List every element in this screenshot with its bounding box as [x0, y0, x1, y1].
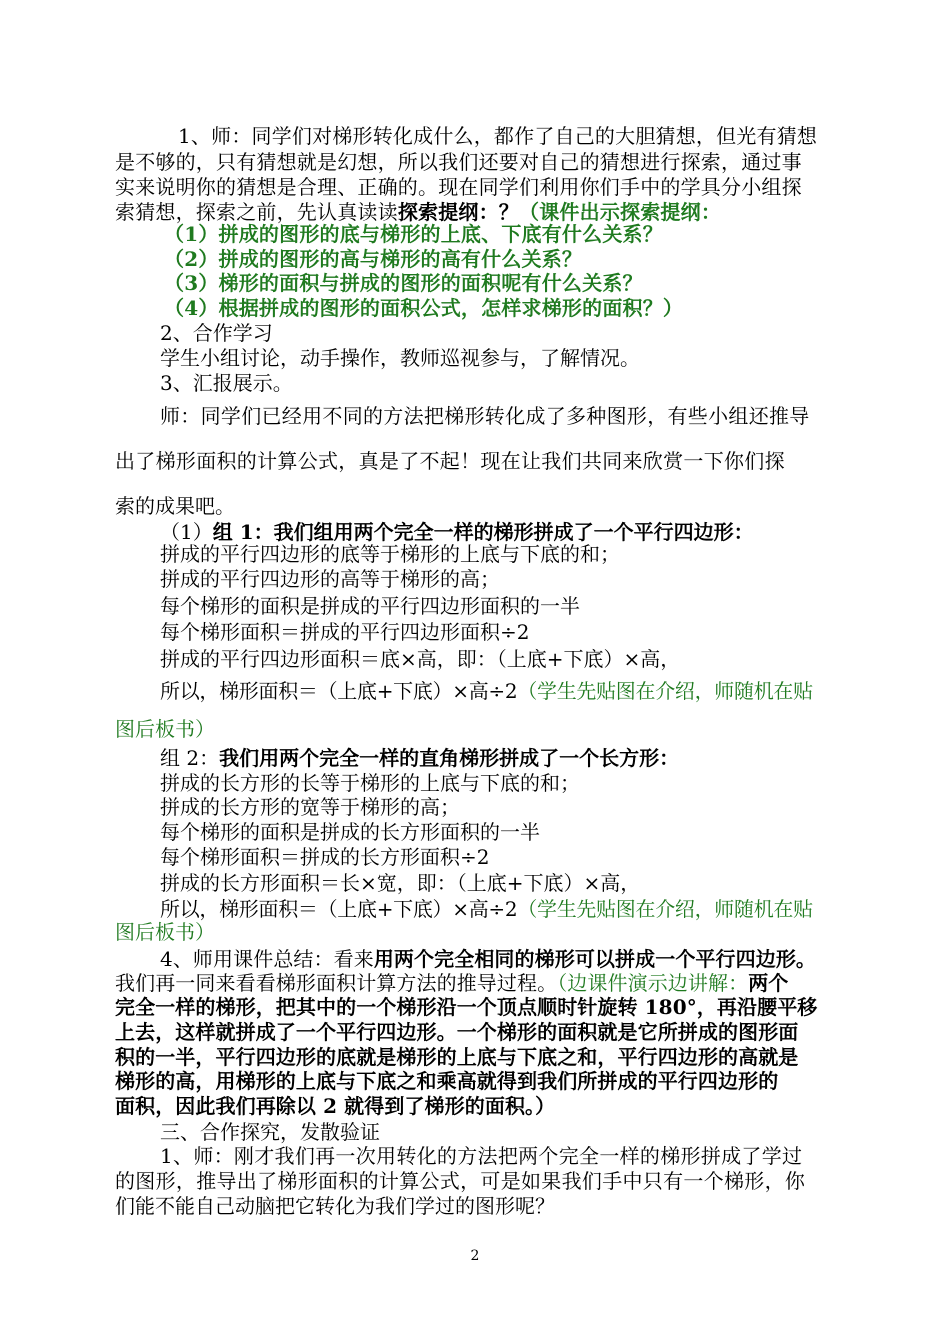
text-segment: 师：同学们已经用不同的方法把梯形转化成了多种图形，有些小组还推导	[160, 404, 810, 428]
text-segment: 们能不能自己动脑把它转化为我们学过的图形呢？	[115, 1194, 555, 1218]
text-segment: 三、合作探究，发散验证	[160, 1120, 380, 1144]
text-segment: 索的成果吧。	[115, 494, 235, 518]
text-segment: 所以，梯形面积＝（上底+下底）×高÷2	[160, 897, 518, 921]
text-line	[115, 200, 721, 224]
text-line	[160, 947, 816, 971]
text-line	[160, 594, 580, 618]
text-line	[164, 271, 643, 295]
text-line	[160, 321, 273, 345]
text-line	[164, 222, 663, 246]
text-segment: 出了梯形面积的计算公式，真是了不起！现在让我们共同来欣赏一下你们探	[115, 449, 785, 473]
text-segment: 实来说明你的猜想是合理、正确的。现在同学们利用你们手中的学具分小组探	[115, 175, 802, 199]
text-segment: 3、汇报展示。	[160, 371, 293, 395]
text-line	[115, 1169, 805, 1193]
text-segment: 完全一样的梯形，把其中的一个梯形沿一个顶点顺时针旋转 180°，再沿腰平移	[115, 995, 818, 1019]
text-segment: 积的一半，平行四边形的底就是梯形的上底与下底之和，平行四边形的高就是	[115, 1045, 799, 1069]
text-segment: 索猜想，探索之前，先认真读读	[115, 200, 398, 224]
text-line	[115, 920, 215, 944]
text-line	[164, 247, 582, 271]
text-line	[160, 404, 810, 428]
text-segment: 是不够的，只有猜想就是幻想，所以我们还要对自己的猜想进行探索，通过事	[115, 150, 802, 174]
text-line	[115, 1045, 798, 1069]
text-line	[164, 296, 683, 320]
text-line	[160, 746, 679, 770]
text-segment: 拼成的长方形面积＝长×宽，即：（上底+下底）×高，	[160, 871, 641, 895]
text-segment: （1）拼成的图形的底与梯形的上底、下底有什么关系？	[164, 222, 663, 246]
text-line	[178, 124, 817, 148]
text-segment: （2）拼成的图形的高与梯形的高有什么关系？	[164, 247, 583, 271]
text-segment: 1、师：同学们对梯形转化成什么，都作了自己的大胆猜想，但光有猜想	[178, 124, 818, 148]
text-segment: 我们用两个完全一样的直角梯形拼成了一个长方形：	[219, 746, 680, 770]
text-segment: 图后板书）	[115, 717, 215, 741]
text-segment: 组 1：我们组用两个完全一样的梯形拼成了一个平行四边形：	[212, 520, 754, 544]
text-line	[115, 175, 802, 199]
text-segment: （4）根据拼成的图形的面积公式，怎样求梯形的面积？）	[164, 296, 684, 320]
text-line	[160, 371, 293, 395]
text-segment: 学生小组讨论，动手操作，教师巡视参与，了解情况。	[160, 346, 640, 370]
page-number: 2	[470, 1248, 480, 1264]
text-segment: 两个	[748, 971, 789, 995]
text-segment: 组 2：	[160, 746, 220, 770]
text-segment: （1）	[160, 520, 213, 544]
text-segment: 图后板书）	[115, 920, 215, 944]
text-segment: 探索提纲：？	[397, 200, 520, 224]
text-segment: 拼成的平行四边形的高等于梯形的高；	[160, 567, 500, 591]
text-line	[160, 346, 640, 370]
text-segment: 2、合作学习	[160, 321, 273, 345]
text-line	[160, 520, 754, 544]
text-line	[115, 995, 817, 1019]
text-segment: 梯形的高，用梯形的上底与下底之和乘高就得到我们所拼成的平行四边形的	[115, 1069, 779, 1093]
text-segment: 每个梯形面积＝拼成的长方形面积÷2	[160, 845, 490, 869]
text-line	[115, 1094, 555, 1118]
text-line	[160, 897, 813, 921]
text-line	[160, 795, 460, 819]
text-segment: 拼成的平行四边形面积＝底×高，即：（上底+下底）×高，	[160, 647, 681, 671]
text-line	[160, 542, 620, 566]
text-segment: 拼成的平行四边形的底等于梯形的上底与下底的和；	[160, 542, 620, 566]
text-line	[160, 620, 529, 644]
text-segment: （学生先贴图在介绍，师随机在贴	[517, 897, 813, 921]
text-segment: 我们再一同来看看梯形面积计算方法的推导过程。	[115, 971, 558, 995]
text-segment: （3）梯形的面积与拼成的图形的面积呢有什么关系？	[164, 271, 643, 295]
text-line	[160, 1144, 802, 1168]
text-segment: （学生先贴图在介绍，师随机在贴	[517, 679, 813, 703]
text-line	[115, 150, 802, 174]
text-segment: 4、师用课件总结：看来	[160, 947, 374, 971]
text-segment: 拼成的长方形的宽等于梯形的高；	[160, 795, 460, 819]
text-line	[115, 449, 785, 473]
text-line	[160, 820, 540, 844]
text-segment: 用两个完全相同的梯形可以拼成一个平行四边形。	[373, 947, 817, 971]
text-line	[160, 771, 580, 795]
text-segment: 的图形，推导出了梯形面积的计算公式，可是如果我们手中只有一个梯形，你	[115, 1169, 806, 1193]
text-segment: 上去，这样就拼成了一个平行四边形。一个梯形的面积就是它所拼成的图形面	[115, 1020, 799, 1044]
text-line	[115, 494, 235, 518]
text-line	[160, 567, 500, 591]
text-segment: 所以，梯形面积＝（上底+下底）×高÷2	[160, 679, 518, 703]
text-line	[115, 1020, 798, 1044]
text-segment: （边课件演示边讲解：	[557, 971, 749, 995]
text-segment: 每个梯形的面积是拼成的长方形面积的一半	[160, 820, 540, 844]
text-segment: （课件出示探索提纲：	[519, 200, 722, 224]
text-line	[160, 845, 489, 869]
text-segment: 1、师：刚才我们再一次用转化的方法把两个完全一样的梯形拼成了学过	[160, 1144, 803, 1168]
text-line	[115, 971, 788, 995]
text-segment: 每个梯形的面积是拼成的平行四边形面积的一半	[160, 594, 580, 618]
text-line	[160, 679, 813, 703]
text-segment: 面积，因此我们再除以 2 就得到了梯形的面积。）	[115, 1094, 556, 1118]
text-line	[115, 717, 215, 741]
text-line	[115, 1069, 778, 1093]
text-segment: 拼成的长方形的长等于梯形的上底与下底的和；	[160, 771, 580, 795]
text-line	[160, 1120, 380, 1144]
text-line	[160, 871, 640, 895]
text-segment: 每个梯形面积＝拼成的平行四边形面积÷2	[160, 620, 530, 644]
text-line	[160, 647, 680, 671]
text-line	[115, 1194, 555, 1218]
